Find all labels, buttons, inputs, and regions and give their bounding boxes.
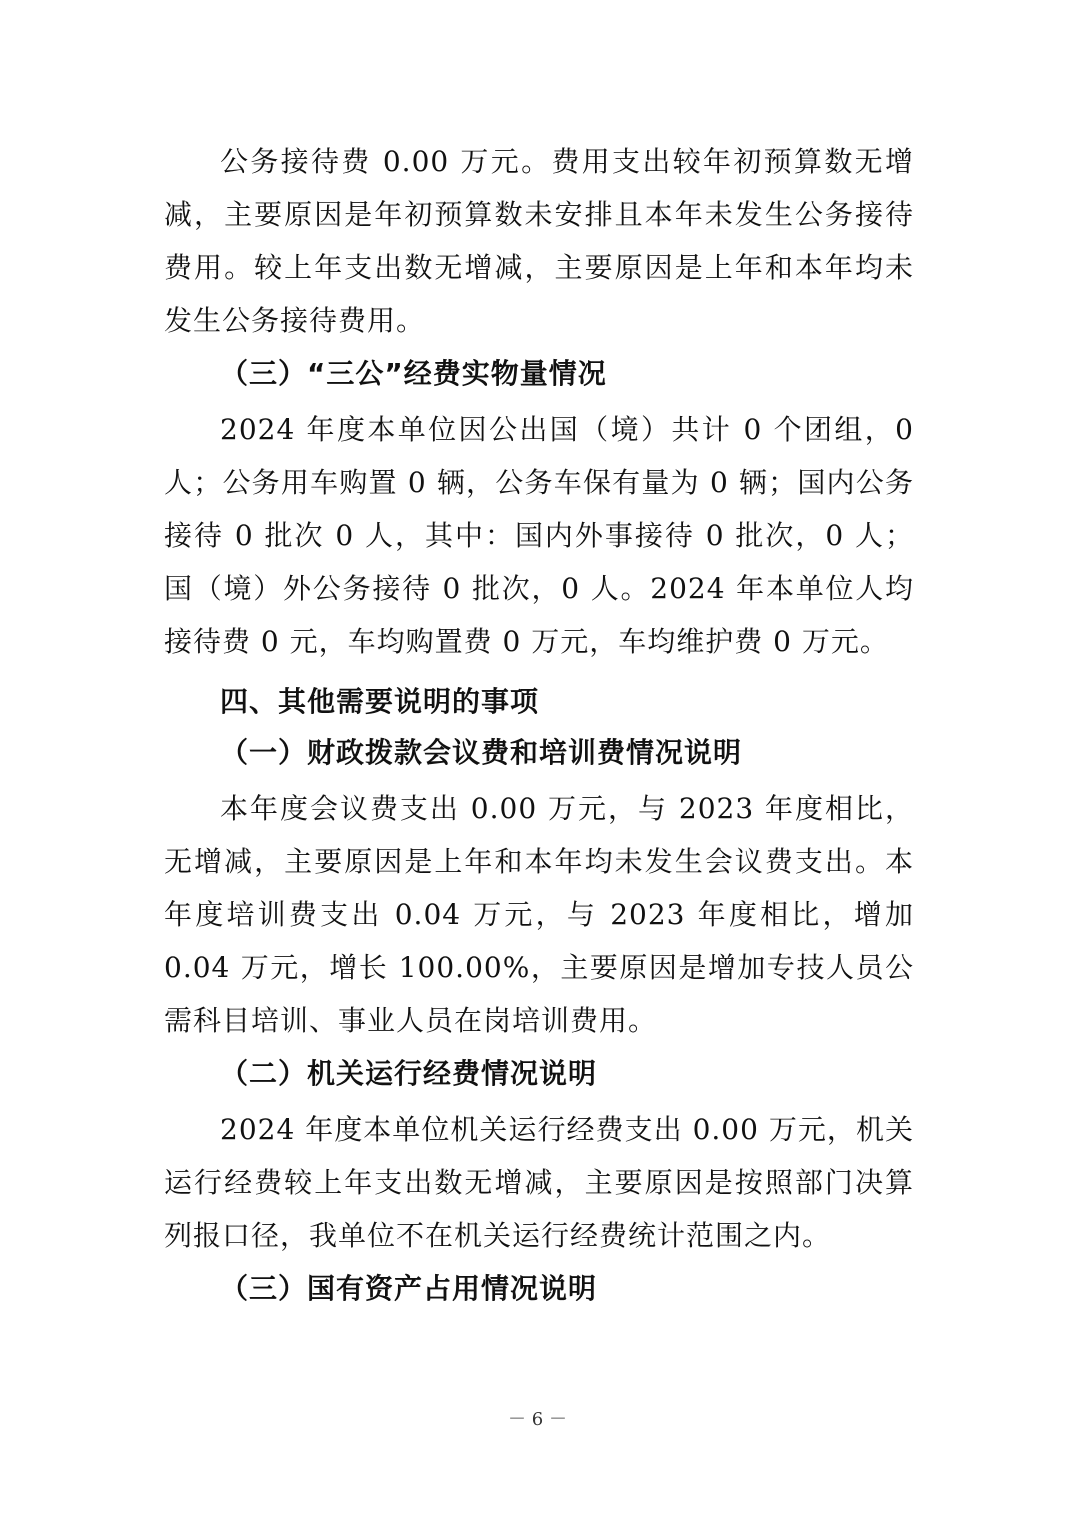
three-public-quantities-paragraph: 2024 年度本单位因公出国（境）共计 0 个团组，0 人；公务用车购置 0 辆，公务车保有量为 0 辆；国内公务接待 0 批次 0 人，其中：国内外事接待 0 批次，0 人；国（境）外公务接待 0 批次，0 人。2024 年本单位人均接待费 0 元，车均购置费 0 万元，车均维护费 0 万元。	[164, 413, 914, 658]
document-body	[164, 135, 914, 1318]
page-number: － 6 －	[508, 1409, 567, 1430]
reception-expense-paragraph: 公务接待费 0.00 万元。费用支出较年初预算数无增减，主要原因是年初预算数未安排且本年未发生公务接待费用。较上年支出数无增减，主要原因是上年和本年均未发生公务接待费用。	[164, 145, 914, 337]
meeting-training-fees-paragraph: 本年度会议费支出 0.00 万元，与 2023 年度相比，无增减，主要原因是上年和本年均未发生会议费支出。本年度培训费支出 0.04 万元，与 2023 年度相比，增加 0.04 万元，增长 100.00%，主要原因是增加专技人员公需科目培训、事业人员在岗培训费用。	[164, 792, 914, 1037]
section-heading-state-assets: （三）国有资产占用情况说明	[220, 1272, 598, 1305]
section-heading-meeting-training-fees: （一）财政拨款会议费和培训费情况说明	[220, 736, 743, 769]
section-heading-other-matters: 四、其他需要说明的事项	[220, 685, 540, 718]
section-heading-office-operating-funds: （二）机关运行经费情况说明	[220, 1057, 598, 1090]
section-heading-three-public-quantities: （三）“三公”经费实物量情况	[220, 357, 607, 390]
office-operating-funds-paragraph: 2024 年度本单位机关运行经费支出 0.00 万元，机关运行经费较上年支出数无增减，主要原因是按照部门决算列报口径，我单位不在机关运行经费统计范围之内。	[164, 1113, 914, 1252]
